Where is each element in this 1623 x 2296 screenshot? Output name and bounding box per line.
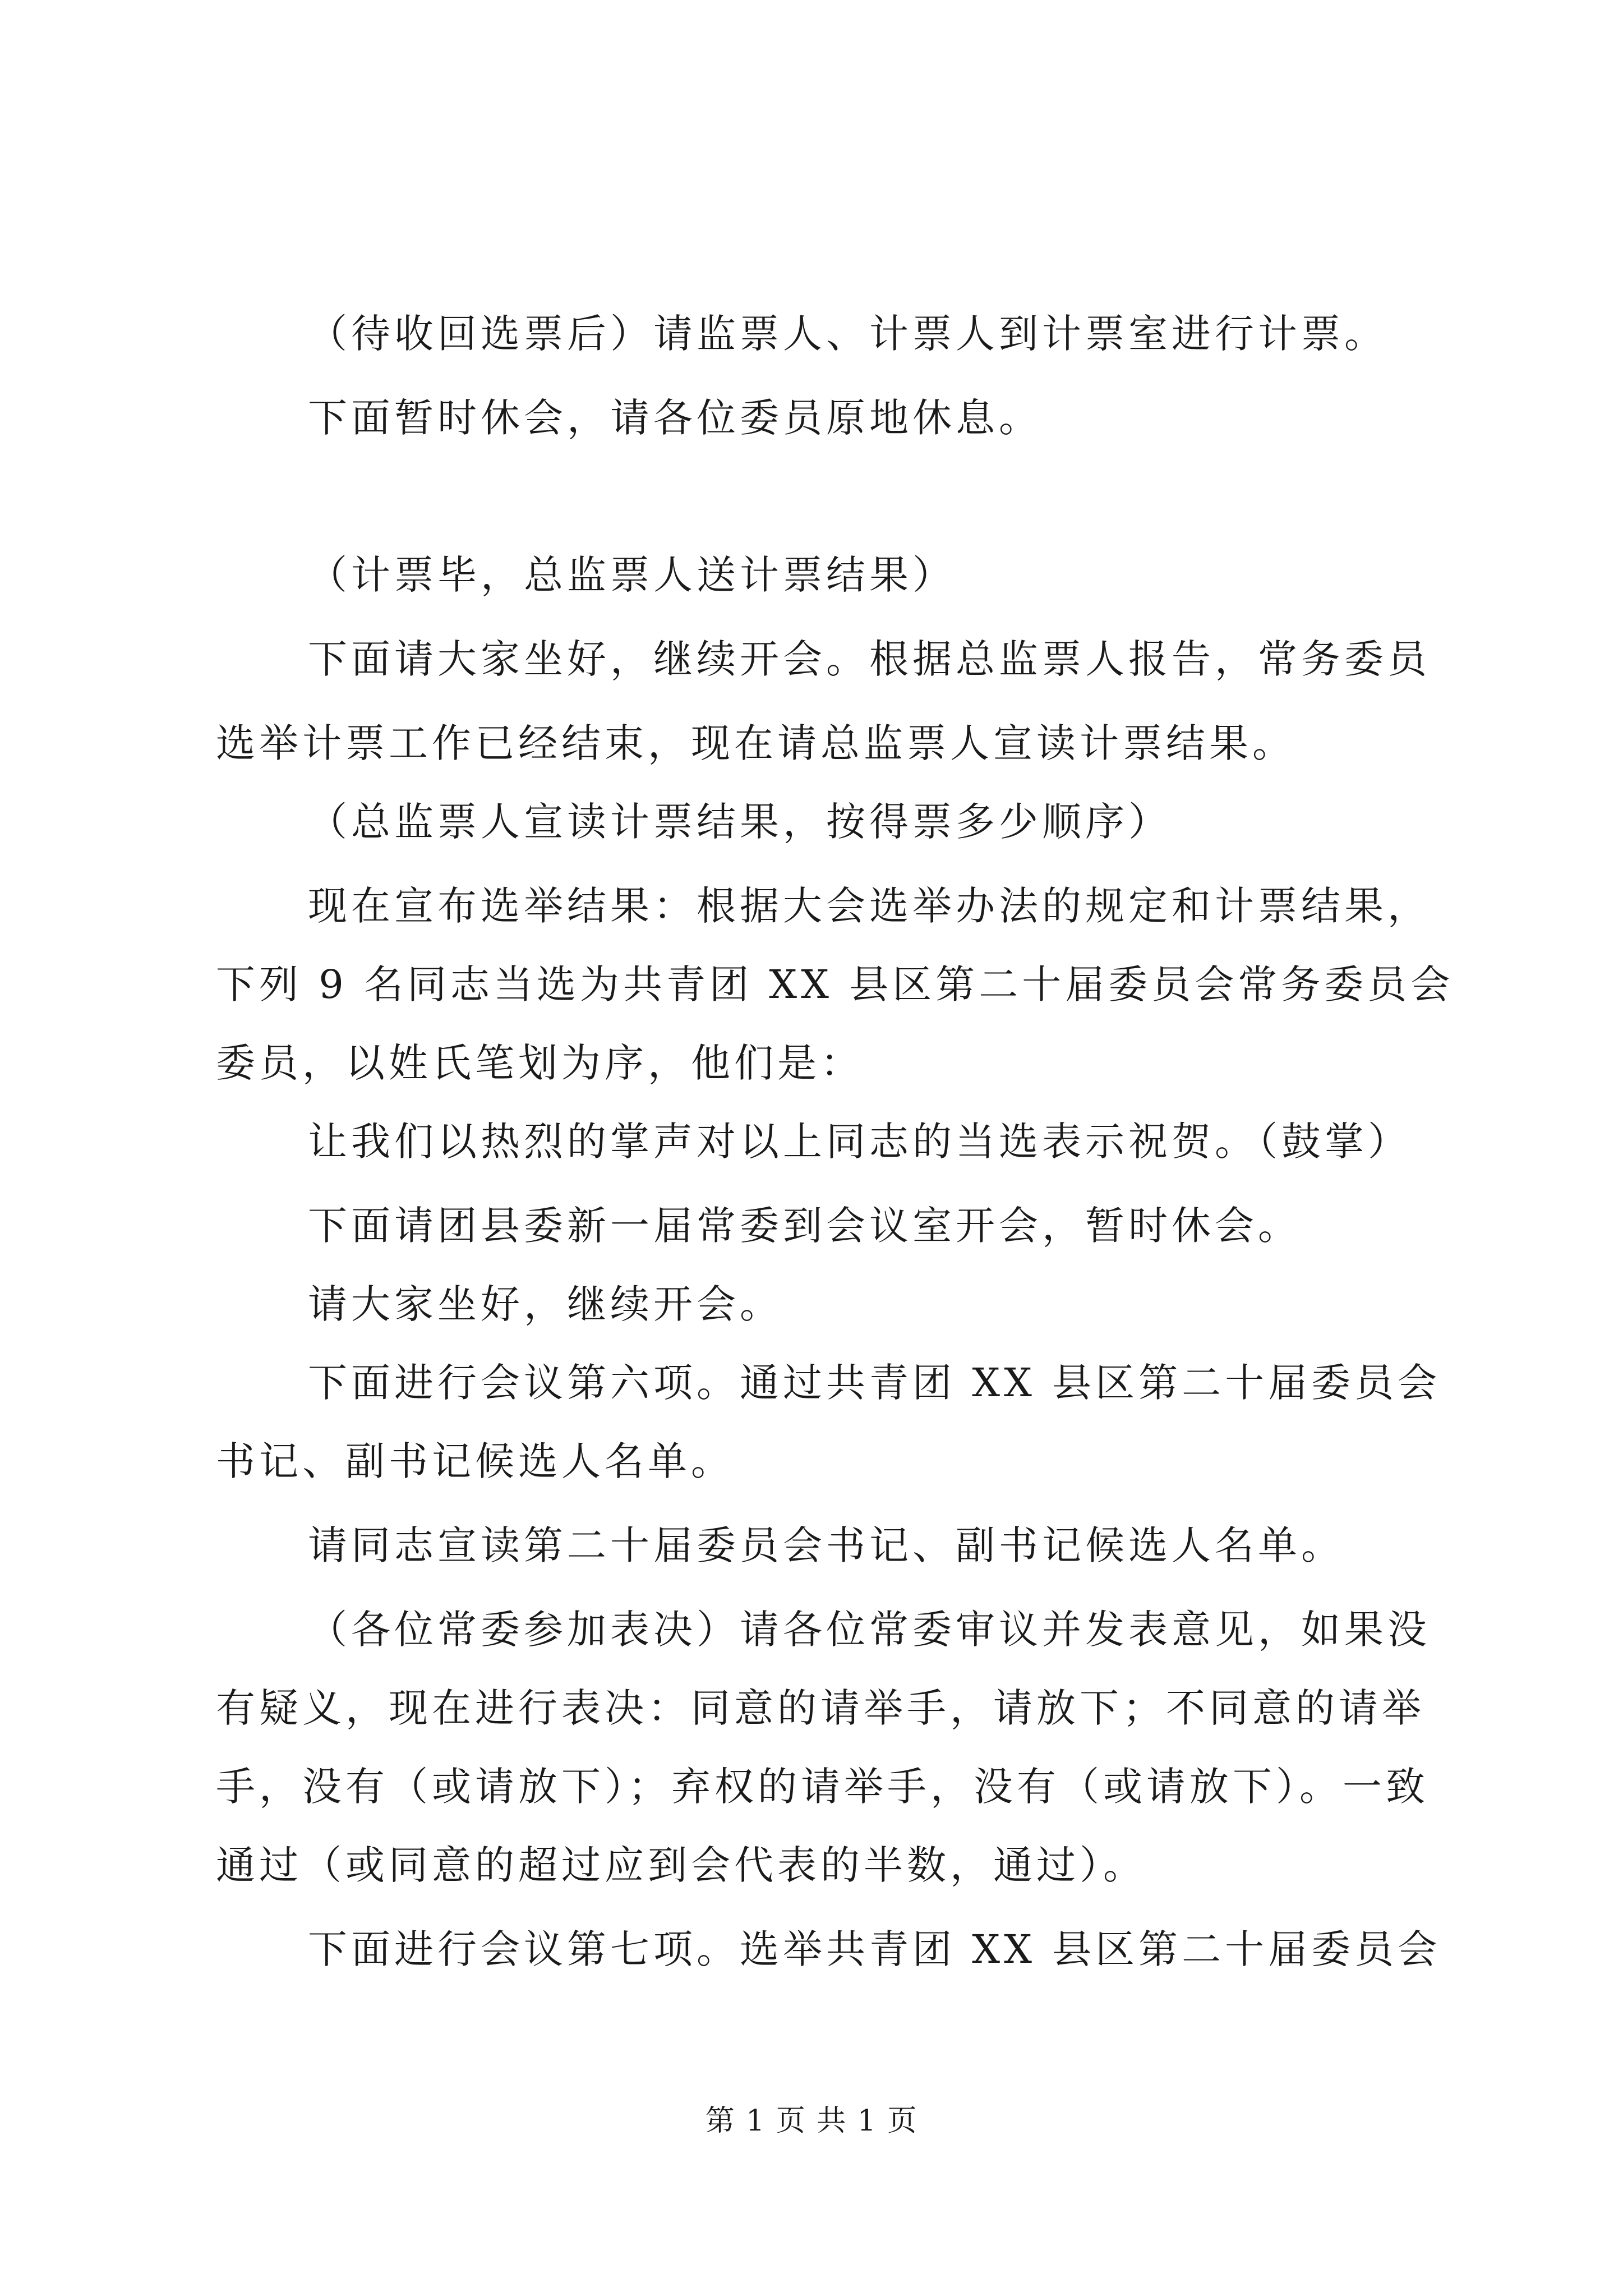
paragraph-line: 有疑义，现在进行表决：同意的请举手，请放下；不同意的请举 (216, 1685, 1425, 1731)
paragraph-line: （待收回选票后）请监票人、计票人到计票室进行计票。 (308, 311, 1387, 357)
paragraph-line: 通过（或同意的超过应到会代表的半数，通过）。 (216, 1842, 1146, 1888)
paragraph-line: 下列 9 名同志当选为共青团 XX 县区第二十届委员会常务委员会 (216, 961, 1454, 1007)
paragraph-line: 下面进行会议第六项。通过共青团 XX 县区第二十届委员会 (308, 1360, 1441, 1406)
paragraph-line: 选举计票工作已经结束，现在请总监票人宣读计票结果。 (216, 720, 1295, 766)
paragraph-line: 请大家坐好，继续开会。 (308, 1281, 783, 1327)
paragraph-line: 手，没有（或请放下）；弃权的请举手，没有（或请放下）。一致 (216, 1764, 1429, 1810)
paragraph-line: （各位常委参加表决）请各位常委审议并发表意见，如果没 (308, 1607, 1431, 1653)
paragraph-line: 下面请大家坐好，继续开会。根据总监票人报告，常务委员 (308, 636, 1431, 682)
paragraph-line: （计票毕，总监票人送计票结果） (308, 552, 956, 598)
paragraph-line: 下面请团县委新一届常委到会议室开会，暂时休会。 (308, 1203, 1301, 1249)
paragraph-line: 下面暂时休会，请各位委员原地休息。 (308, 395, 1042, 441)
paragraph-line: 现在宣布选举结果：根据大会选举办法的规定和计票结果， (308, 883, 1431, 929)
paragraph-line: 委员，以姓氏笔划为序，他们是： (216, 1040, 864, 1086)
paragraph-line: （总监票人宣读计票结果，按得票多少顺序） (308, 799, 1172, 845)
paragraph-line: 书记、副书记候选人名单。 (216, 1438, 734, 1484)
page-footer: 第 1 页 共 1 页 (705, 2104, 918, 2138)
paragraph-line: 请同志宣读第二十届委员会书记、副书记候选人名单。 (308, 1522, 1344, 1568)
paragraph-line: 下面进行会议第七项。选举共青团 XX 县区第二十届委员会 (308, 1926, 1441, 1972)
paragraph-line: 让我们以热烈的掌声对以上同志的当选表示祝贺。（鼓掌） (308, 1119, 1411, 1165)
